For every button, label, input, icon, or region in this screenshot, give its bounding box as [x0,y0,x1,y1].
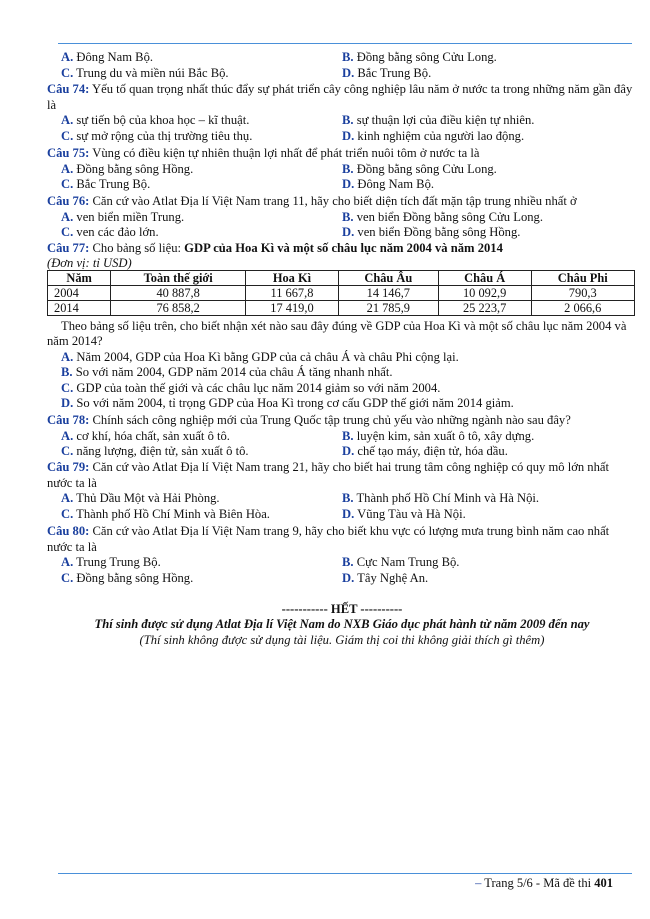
q77-question: Theo bảng số liệu trên, cho biết nhận xét nào sau đây đúng về GDP của Hoa Kì và một số châu lục năm 2004 và năm 2014? [47,318,627,348]
col-header-usa: Hoa Kì [246,270,339,285]
table-header-row [48,270,635,285]
table-cell: 10 092,9 [438,285,531,300]
footer-exam-code: 401 [594,876,613,890]
option-label: D. [342,570,355,585]
option-label: A. [61,161,74,176]
question-text: Vùng có điều kiện tự nhiên thuận lợi nhất để phát triển nuôi tôm ở nước ta là [92,146,480,160]
q73-option-b: Đồng bằng sông Cửu Long. [356,50,497,64]
option-label: C. [61,570,74,585]
option-label: A. [61,50,74,64]
option-label: C. [61,177,74,191]
question-80 [47,524,637,586]
table-cell: 21 785,9 [338,300,438,315]
page-footer [475,876,613,891]
option-label: B. [342,209,354,224]
option-label: D. [342,65,355,80]
q77-option-a: Năm 2004, GDP của Hoa Kì bằng GDP của cả châu Á và châu Phi cộng lại. [76,349,459,364]
option-label: D. [61,396,74,410]
table-cell: 25 223,7 [438,300,531,315]
option-label: D. [342,128,355,143]
exam-ending [47,602,637,648]
q78-option-d: chế tạo máy, điện tử, hóa dầu. [357,444,508,458]
option-label: C. [61,225,74,239]
q73-option-a: Đông Nam Bộ. [76,50,154,64]
table-cell: 2004 [48,285,111,300]
question-label: Câu 75: [47,146,90,160]
question-label: Câu 76: [47,194,90,208]
table-unit: (Đơn vị: tỉ USD) [47,255,132,270]
question-label: Câu 78: [47,413,90,427]
question-text: Căn cứ vào Atlat Địa lí Việt Nam trang 9, hãy cho biết khu vực có lượng mưa trung bình năm cao nhất nước ta là [47,524,610,554]
q79-option-a: Thủ Dầu Một và Hải Phòng. [76,491,220,505]
end-marker: ----------- HẾT ---------- [281,602,403,616]
q75-option-c: Bắc Trung Bộ. [76,177,151,191]
table-cell: 14 146,7 [338,285,438,300]
question-74 [47,82,637,144]
q80-option-a: Trung Trung Bộ. [76,555,161,569]
option-label: C. [61,65,74,80]
option-label: B. [342,555,354,569]
q76-option-d: ven biển Đồng bằng sông Hồng. [357,225,521,239]
option-label: A. [61,209,74,224]
q78-option-c: năng lượng, điện tử, sản xuất ô tô. [76,444,249,458]
q77-option-c: GDP của toàn thế giới và các châu lục năm 2014 giảm so với năm 2004. [76,380,441,395]
col-header-world: Toàn thế giới [111,270,246,285]
table-cell: 790,3 [531,285,635,300]
option-label: A. [61,349,74,364]
q74-option-a: sự tiến bộ của khoa học – kĩ thuật. [76,113,250,127]
col-header-asia: Châu Á [438,270,531,285]
option-label: C. [61,506,74,521]
table-cell: 40 887,8 [111,285,246,300]
table-title: GDP của Hoa Kì và một số châu lục năm 2004 và năm 2014 [184,241,503,255]
footer-dash-icon: – [475,876,482,890]
q78-option-a: cơ khí, hóa chất, sản xuất ô tô. [76,428,230,443]
option-label: B. [342,491,354,505]
option-label: D. [342,225,355,239]
q78-option-b: luyện kim, sản xuất ô tô, xây dựng. [356,428,535,443]
question-text: Chính sách công nghiệp mới của Trung Quốc tập trung chủ yếu vào những ngành nào sau đây? [92,413,571,427]
question-75 [47,146,637,193]
col-header-europe: Châu Âu [338,270,438,285]
option-label: C. [61,128,74,143]
q80-option-d: Tây Nghệ An. [357,570,429,585]
footer-page-label: Trang 5/6 - Mã đề thi [484,876,592,890]
q79-option-c: Thành phố Hồ Chí Minh và Biên Hòa. [76,506,270,521]
q73-option-c: Trung du và miền núi Bắc Bộ. [76,65,229,80]
question-76 [47,194,637,241]
atlas-note: Thí sinh được sử dụng Atlat Địa lí Việt Nam do NXB Giáo dục phát hành từ năm 2009 đến nay [94,617,590,631]
top-rule [58,43,632,44]
table-cell: 76 858,2 [111,300,246,315]
q75-option-b: Đồng bằng sông Cửu Long. [356,161,497,176]
q80-option-b: Cực Nam Trung Bộ. [356,555,460,569]
question-label: Câu 74: [47,82,90,96]
question-label: Câu 79: [47,460,90,474]
question-77 [47,241,637,412]
option-label: D. [342,506,355,521]
question-79 [47,460,637,522]
option-label: A. [61,555,74,569]
q75-option-d: Đông Nam Bộ. [357,177,435,191]
question-label: Câu 80: [47,524,90,538]
col-header-year: Năm [48,270,111,285]
option-label: C. [61,444,74,458]
question-text: Yếu tố quan trọng nhất thúc đẩy sự phát triển cây công nghiệp lâu năm ở nước ta trong những năm gần đây là [47,82,633,112]
option-label: B. [342,428,354,443]
question-text: Căn cứ vào Atlat Địa lí Việt Nam trang 21, hãy cho biết hai trung tâm công nghiệp có quy mô lớn nhất nước ta là [47,460,609,490]
q76-option-a: ven biển miền Trung. [76,209,185,224]
table-cell: 17 419,0 [246,300,339,315]
q76-option-c: ven các đảo lớn. [76,225,159,239]
q77-option-b: So với năm 2004, GDP năm 2014 của châu Á tăng nhanh nhất. [75,365,393,379]
q79-option-d: Vũng Tàu và Hà Nội. [357,506,466,521]
q74-option-b: sự thuận lợi của điều kiện tự nhiên. [356,113,535,127]
option-label: A. [61,491,74,505]
option-label: B. [342,113,354,127]
q74-option-d: kinh nghiệm của người lao động. [357,128,525,143]
question-label: Câu 77: [47,241,90,255]
question-intro: Cho bảng số liệu: [92,241,182,255]
q79-option-b: Thành phố Hồ Chí Minh và Hà Nội. [356,491,540,505]
option-label: D. [342,177,355,191]
q73-option-d: Bắc Trung Bộ. [357,65,432,80]
option-label: C. [61,380,74,395]
gdp-table [47,270,635,316]
table-row [48,300,635,315]
col-header-africa: Châu Phi [531,270,635,285]
q76-option-b: ven biển Đồng bằng sông Cửu Long. [356,209,543,224]
option-label: D. [342,444,355,458]
option-label: B. [342,50,354,64]
table-cell: 2014 [48,300,111,315]
question-text: Căn cứ vào Atlat Địa lí Việt Nam trang 11, hãy cho biết diện tích đất mặn tập trung nhiều nhất ở [92,194,577,208]
q75-option-a: Đồng bằng sông Hồng. [76,161,194,176]
q80-option-c: Đồng bằng sông Hồng. [76,570,194,585]
q74-option-c: sự mở rộng của thị trường tiêu thụ. [76,128,253,143]
question-78 [47,413,637,460]
option-label: B. [342,161,354,176]
option-label: A. [61,113,74,127]
option-label: A. [61,428,74,443]
q77-option-d: So với năm 2004, tỉ trọng GDP của Hoa Kì trong cơ cấu GDP thế giới năm 2014 giảm. [76,396,514,410]
option-label: B. [61,365,73,379]
table-cell: 2 066,6 [531,300,635,315]
table-row [48,285,635,300]
table-cell: 11 667,8 [246,285,339,300]
question-73-options [47,50,637,81]
bottom-rule [58,873,632,874]
rules-note: (Thí sinh không được sử dụng tài liệu. Giám thị coi thi không giải thích gì thêm) [139,632,545,647]
